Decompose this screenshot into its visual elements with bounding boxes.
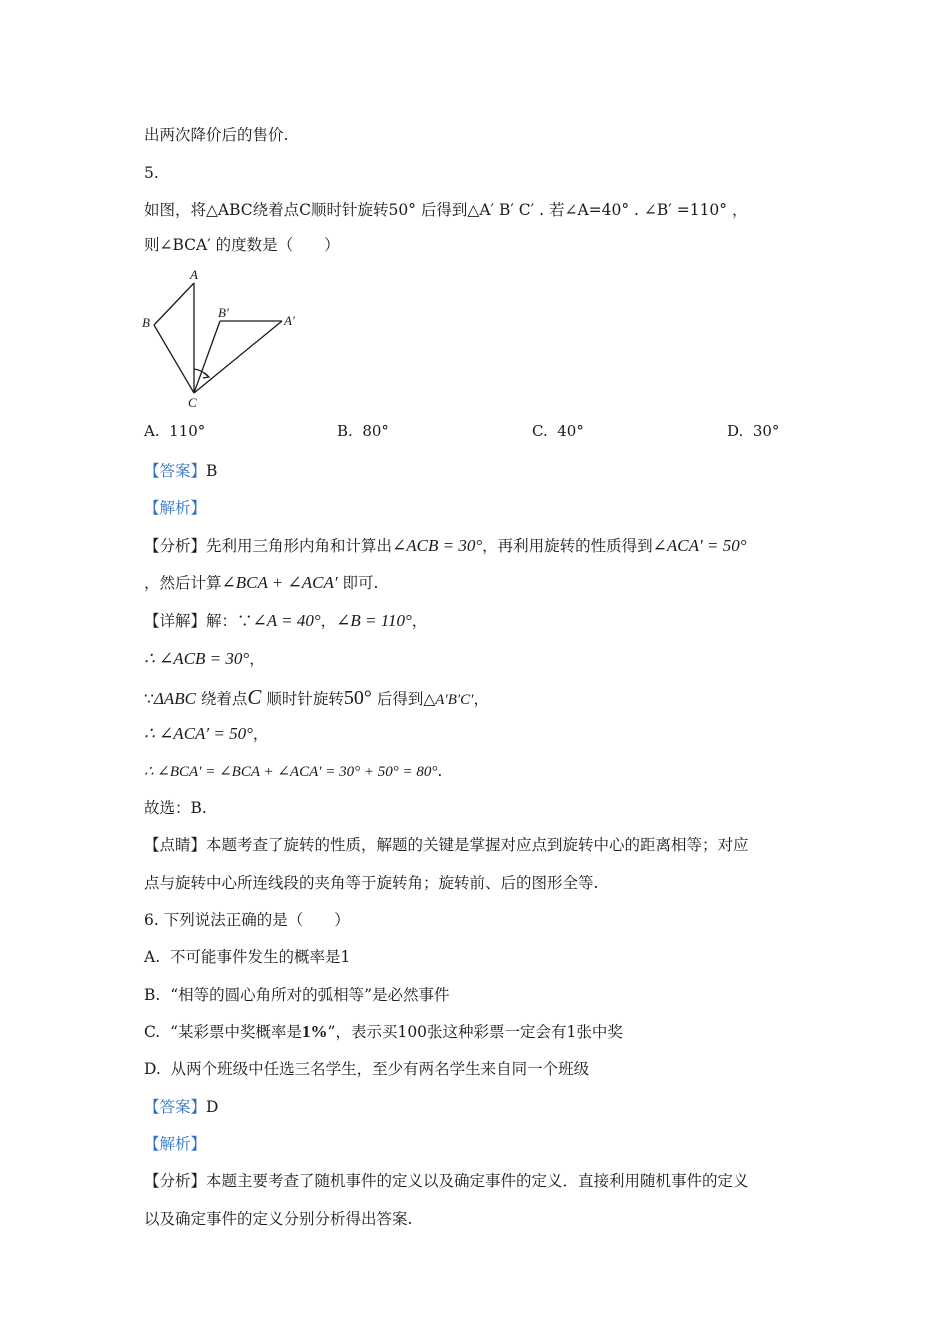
q5-stem-line2: 则∠BCA′ 的度数是（ ）: [144, 236, 340, 254]
q5-option-a: A. 110°: [144, 422, 206, 440]
q6-analysis-heading: 【解析】: [144, 1135, 207, 1153]
q5-option-c: C. 40°: [532, 422, 584, 440]
q5-stem-line1: 如图，将△ABC绕着点C顺时针旋转50° 后得到△A′ B′ C′ . 若∠A=40° . ∠B′ =110° ，: [144, 201, 748, 219]
q6-fenxi-line1: 【分析】本题主要考查了随机事件的定义以及确定事件的定义．直接利用随机事件的定义: [144, 1172, 749, 1190]
q5-number: 5.: [144, 164, 159, 182]
q5-fenxi-line2: ，然后计算∠BCA + ∠ACA′ 即可.: [144, 573, 379, 592]
q5-fenxi-line1: 【分析】先利用三角形内角和计算出∠ACB = 30°，再利用旋转的性质得到∠ACA′ = 50°: [144, 536, 747, 555]
q5-detail-line3: ∵ΔABC 绕着点C 顺时针旋转50° 后得到△A′B′C′，: [144, 685, 489, 709]
q5-dianjing-line2: 点与旋转中心所连线段的夹角等于旋转角；旋转前、后的图形全等.: [144, 874, 599, 892]
q5-detail-line1: 【详解】解：∵∠A = 40°，∠B = 110°，: [144, 611, 428, 630]
q6-option-c: C. “某彩票中奖概率是1%”，表示买100张这种彩票一定会有1张中奖: [144, 1022, 623, 1041]
q6-option-a: A. 不可能事件发生的概率是1: [144, 948, 351, 966]
segment-bc: [154, 325, 194, 393]
q6-fenxi-line2: 以及确定事件的定义分别分析得出答案.: [144, 1210, 413, 1228]
q5-detail-line4: ∴ ∠ACA′ = 50°，: [144, 724, 269, 743]
q5-analysis-heading: 【解析】: [144, 499, 207, 517]
q6-option-d: D. 从两个班级中任选三名学生，至少有两名学生来自同一个班级: [144, 1060, 590, 1078]
label-a-prime: A′: [284, 313, 295, 328]
q6-option-b: B. “相等的圆心角所对的弧相等”是必然事件: [144, 986, 450, 1004]
q5-option-d: D. 30°: [727, 422, 780, 440]
label-a: A: [190, 267, 198, 282]
q5-choose: 故选：B.: [144, 799, 207, 817]
label-c: C: [188, 395, 197, 410]
q5-detail-line2: ∴ ∠ACB = 30°，: [144, 649, 265, 668]
intro-text: 出两次降价后的售价.: [144, 126, 289, 144]
segment-ab: [154, 283, 194, 325]
q5-option-b: B. 80°: [337, 422, 389, 440]
label-b: B: [142, 315, 150, 330]
q5-answer: 【答案】B: [144, 462, 218, 480]
q6-stem: 6. 下列说法正确的是（ ）: [144, 911, 350, 929]
q5-dianjing-line1: 【点睛】本题考查了旋转的性质，解题的关键是掌握对应点到旋转中心的距离相等；对应: [144, 836, 749, 854]
label-b-prime: B′: [218, 305, 229, 320]
q6-answer: 【答案】D: [144, 1098, 219, 1116]
rotation-figure: [138, 266, 308, 412]
q5-detail-line5: ∴ ∠BCA′ = ∠BCA + ∠ACA′ = 30° + 50° = 80°.: [144, 762, 443, 780]
